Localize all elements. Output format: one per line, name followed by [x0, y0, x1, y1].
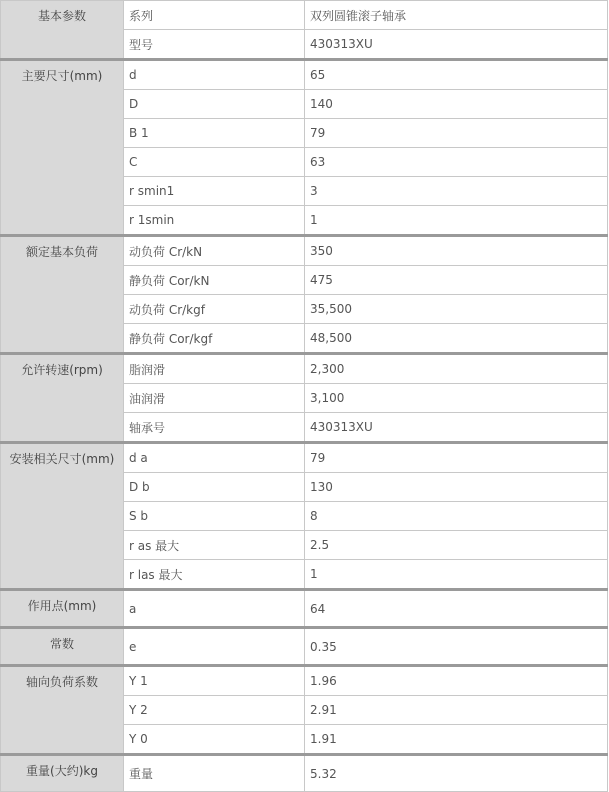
param-name-cell: r las 最大 — [124, 560, 305, 590]
param-value-cell: 0.35 — [305, 628, 608, 666]
param-value-cell: 350 — [305, 236, 608, 266]
param-name-cell: a — [124, 590, 305, 628]
param-name-cell: r smin1 — [124, 177, 305, 206]
group-label: 轴向负荷系数 — [1, 666, 124, 755]
table-row — [1, 666, 608, 696]
param-value-cell: 79 — [305, 443, 608, 473]
param-value-cell: 430313XU — [305, 30, 608, 60]
param-value-cell: 430313XU — [305, 413, 608, 443]
table-row — [1, 354, 608, 384]
group-label: 重量(大约)kg — [1, 755, 124, 792]
param-name-cell: 静负荷 Cor/kgf — [124, 324, 305, 354]
param-value-cell: 48,500 — [305, 324, 608, 354]
param-name-cell: S b — [124, 502, 305, 531]
param-name-cell: r 1smin — [124, 206, 305, 236]
param-name-cell: 油润滑 — [124, 384, 305, 413]
param-name-cell: C — [124, 148, 305, 177]
param-name-cell: 轴承号 — [124, 413, 305, 443]
table-row — [1, 60, 608, 90]
param-name-cell: Y 1 — [124, 666, 305, 696]
param-value-cell: 3 — [305, 177, 608, 206]
table-row — [1, 628, 608, 666]
param-name-cell: D — [124, 90, 305, 119]
param-name-cell: 动负荷 Cr/kgf — [124, 295, 305, 324]
param-value-cell: 双列圆锥滚子轴承 — [305, 1, 608, 30]
param-name-cell: D b — [124, 473, 305, 502]
group-label: 作用点(mm) — [1, 590, 124, 628]
group-label: 安装相关尺寸(mm) — [1, 443, 124, 590]
param-value-cell: 140 — [305, 90, 608, 119]
param-value-cell: 1.96 — [305, 666, 608, 696]
table-row — [1, 755, 608, 792]
param-name-cell: Y 0 — [124, 725, 305, 755]
param-value-cell: 1 — [305, 206, 608, 236]
param-name-cell: 脂润滑 — [124, 354, 305, 384]
param-value-cell: 130 — [305, 473, 608, 502]
param-value-cell: 2.91 — [305, 696, 608, 725]
param-name-cell: 动负荷 Cr/kN — [124, 236, 305, 266]
table-row — [1, 1, 608, 30]
table-row — [1, 443, 608, 473]
param-value-cell: 35,500 — [305, 295, 608, 324]
spec-table-body — [1, 1, 608, 792]
param-name-cell: d — [124, 60, 305, 90]
table-row — [1, 590, 608, 628]
param-name-cell: 重量 — [124, 755, 305, 792]
param-name-cell: r as 最大 — [124, 531, 305, 560]
param-value-cell: 2.5 — [305, 531, 608, 560]
param-value-cell: 8 — [305, 502, 608, 531]
group-label: 额定基本负荷 — [1, 236, 124, 354]
param-value-cell: 3,100 — [305, 384, 608, 413]
group-label: 基本参数 — [1, 1, 124, 60]
param-value-cell: 475 — [305, 266, 608, 295]
param-value-cell: 1.91 — [305, 725, 608, 755]
param-value-cell: 5.32 — [305, 755, 608, 792]
group-label: 常数 — [1, 628, 124, 666]
table-row — [1, 236, 608, 266]
param-value-cell: 79 — [305, 119, 608, 148]
param-value-cell: 63 — [305, 148, 608, 177]
param-name-cell: 型号 — [124, 30, 305, 60]
param-value-cell: 64 — [305, 590, 608, 628]
param-name-cell: 静负荷 Cor/kN — [124, 266, 305, 295]
param-name-cell: 系列 — [124, 1, 305, 30]
param-value-cell: 2,300 — [305, 354, 608, 384]
param-name-cell: d a — [124, 443, 305, 473]
param-name-cell: Y 2 — [124, 696, 305, 725]
param-name-cell: B 1 — [124, 119, 305, 148]
param-value-cell: 65 — [305, 60, 608, 90]
param-name-cell: e — [124, 628, 305, 666]
group-label: 允许转速(rpm) — [1, 354, 124, 443]
param-value-cell: 1 — [305, 560, 608, 590]
group-label: 主要尺寸(mm) — [1, 60, 124, 236]
